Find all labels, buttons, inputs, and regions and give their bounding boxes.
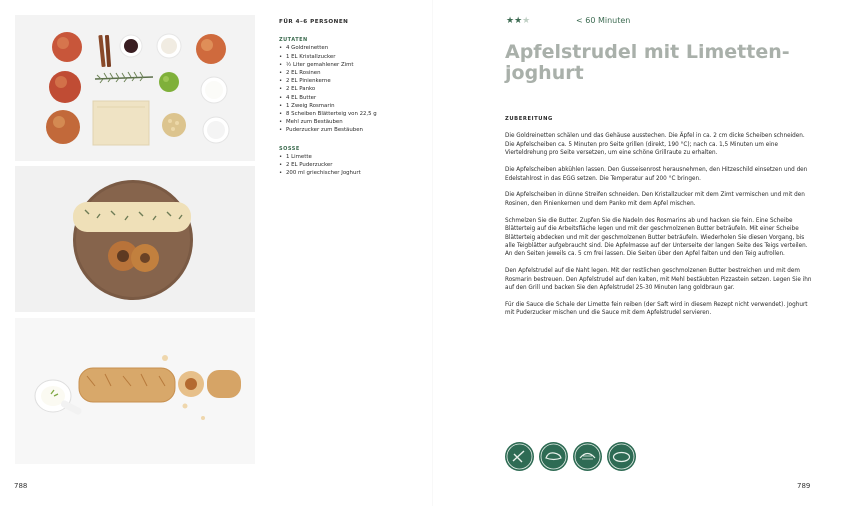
list-item: • 1 EL Kristallzucker xyxy=(279,53,429,61)
board-illustration xyxy=(15,166,255,312)
list-item: • 2 EL Rosinen xyxy=(279,69,429,77)
method-paragraph: Den Apfelstrudel auf die Naht legen. Mit der restlichen geschmolzenen Butter bestreichen und mit dem Rosmarin bestreuen. Den Apfelstrudel auf den kalten, mit Mehl bestäubten Pizzastein setzen. Legen Sie ihn auf den Grill und backen Sie den Apfelstrudel 25-30 Minuten lang goldbraun gar. xyxy=(505,268,812,292)
list-item: • 200 ml griechischer Joghurt xyxy=(279,169,429,177)
strudel-illustration xyxy=(15,318,255,464)
cast-iron-pan-icon xyxy=(539,442,568,471)
star-icon: ★ xyxy=(506,16,515,26)
star-empty-icon: ★ xyxy=(522,16,531,26)
list-item: • ½ Liter gemahlener Zimt xyxy=(279,61,429,69)
ingredients-column xyxy=(279,18,429,187)
grill-grid-icon xyxy=(505,442,534,471)
list-item: • Puderzucker zum Bestäuben xyxy=(279,126,429,134)
method-paragraph: Die Apfelscheiben abkühlen lassen. Den Gusseisenrost herausnehmen, den Hitzeschild einsetzen und den Edelstahlrost in das EGG setzen. Die Temperatur auf 200 °C bringen. xyxy=(505,167,808,182)
servings-heading: FÜR 4–6 PERSONEN xyxy=(279,19,349,25)
method-paragraph: Für die Sauce die Schale der Limette fein reiben (der Saft wird in diesem Rezept nicht verwendet). Joghurt mit Puderzucker mischen und die Sauce mit dem Apfelstrudel servieren. xyxy=(505,302,808,317)
list-item: • 4 EL Butter xyxy=(279,94,429,102)
pizza-stone-icon xyxy=(607,442,636,471)
list-item: • 8 Scheiben Blätterteig von 22,5 g xyxy=(279,110,429,118)
page-number-left: 788 xyxy=(14,482,28,490)
time-label: < 60 Minuten xyxy=(576,16,631,25)
equipment-icons xyxy=(505,442,636,472)
method-paragraph: Die Apfelscheiben in dünne Streifen schneiden. Den Kristallzucker mit dem Zimt vermischen und mit den Rosinen, den Pinienkernen und dem Panko mit dem Apfel mischen. xyxy=(505,192,805,207)
method-heading: ZUBEREITUNG xyxy=(505,116,553,122)
page-number-right: 789 xyxy=(797,482,811,490)
photo-ingredients-flatlay xyxy=(15,15,255,161)
list-item: • 2 EL Panko xyxy=(279,85,429,93)
list-item: • 2 EL Pinienkerne xyxy=(279,77,429,85)
list-item: • 1 Limette xyxy=(279,153,429,161)
page-gutter xyxy=(432,0,433,506)
ingredients-illustration xyxy=(15,15,255,161)
list-item: • 2 EL Puderzucker xyxy=(279,161,429,169)
list-item: • 4 Goldreinetten xyxy=(279,44,429,52)
section-heading-sosse: SOSSE xyxy=(279,145,300,152)
section-heading-zutaten: ZUTATEN xyxy=(279,37,308,44)
star-icon: ★ xyxy=(514,16,523,26)
heat-deflector-icon xyxy=(573,442,602,471)
method-section xyxy=(505,115,813,326)
ingredient-list-sosse xyxy=(279,153,429,178)
method-paragraph: Schmelzen Sie die Butter. Zupfen Sie die Nadeln des Rosmarins ab und hacken sie fein. Eine Scheibe Blätterteig auf die Arbeitsfläche legen und mit der geschmolzenen Butter beträufeln. Mit einer Scheibe Blätterteig abdecken und mit der geschmolzenen Butter beträufeln. Wiederholen Sie diesen Vorgang, bis alle Teigblätter aufgebraucht sind. Die Apfelmasse auf der Unterseite der langen Seite des Teigs verteilen. An den Seiten jeweils ca. 5 cm frei lassen. Die Seiten über den Apfel falten und den Teig aufrollen. xyxy=(505,217,808,258)
photo-sliced-strudel xyxy=(15,318,255,464)
difficulty-rating xyxy=(506,16,530,26)
list-item: • Mehl zum Bestäuben xyxy=(279,118,429,126)
recipe-title: Apfelstrudel mit Limetten-joghurt xyxy=(505,41,790,84)
photo-strudel-on-board xyxy=(15,166,255,312)
ingredient-list-zutaten xyxy=(279,44,429,134)
list-item: • 1 Zweig Rosmarin xyxy=(279,102,429,110)
method-paragraph: Die Goldreinetten schälen und das Gehäuse ausstechen. Die Äpfel in ca. 2 cm dicke Scheiben schneiden. Die Apfelscheiben ca. 5 Minuten pro Seite grillen (direkt, 190 °C); nach ca. 1,5 Minuten um eine Vierteldrehung pro Seite versetzen, um eine schöne Grillraute zu erhalten. xyxy=(505,133,805,157)
